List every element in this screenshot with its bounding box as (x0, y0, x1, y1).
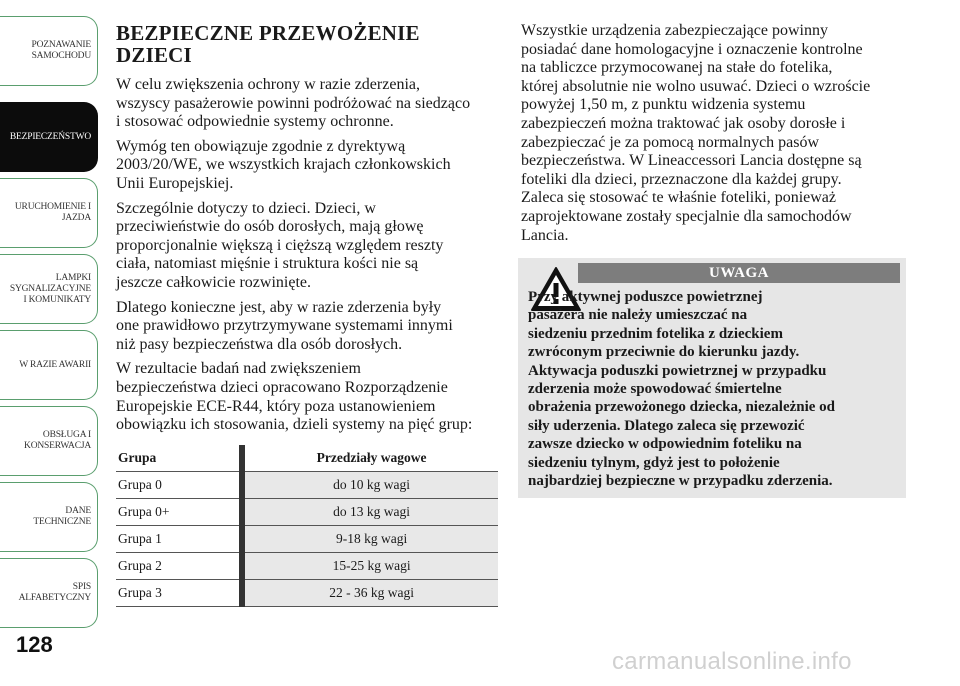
paragraph: Szczególnie dotyczy to dzieci. Dzieci, w przeciwieństwie do osób dorosłych, mają głowę proporcjonalnie większą i cięższą względem reszty ciała, natomiast mięśnie i struktura kości nie są jeszcze całkowicie rozwinięte. (116, 199, 444, 291)
weight-cell: do 10 kg wagi (245, 472, 498, 499)
table-row (116, 499, 498, 526)
right-column (521, 22, 911, 251)
section-title: BEZPIECZNE PRZEWOŻENIE DZIECI (116, 21, 420, 67)
tab-dane-techniczne[interactable]: DANE TECHNICZNE (0, 482, 98, 552)
table-row (116, 472, 498, 499)
paragraph: Wymóg ten obowiązuje zgodnie z dyrektywą 2003/20/WE, we wszystkich krajach członkowskich Unii Europejskiej. (116, 137, 451, 192)
left-column (116, 22, 501, 441)
tab-w-razie-awarii[interactable]: W RAZIE AWARII (0, 330, 98, 400)
weight-cell: do 13 kg wagi (245, 499, 498, 526)
weight-groups-table (116, 445, 498, 607)
group-cell: Grupa 0 (116, 472, 239, 499)
weight-cell: 15-25 kg wagi (245, 553, 498, 580)
group-cell: Grupa 2 (116, 553, 239, 580)
weight-cell: 22 - 36 kg wagi (245, 580, 498, 607)
weight-cell: 9-18 kg wagi (245, 526, 498, 553)
tab-spis-alfabetyczny[interactable]: SPIS ALFABETYCZNY (0, 558, 98, 628)
warning-heading: UWAGA (578, 263, 900, 283)
column-header-group: Grupa (116, 445, 239, 472)
tab-bezpieczenstwo[interactable]: BEZPIECZEŃSTWO (0, 102, 98, 172)
page-number: 128 (16, 632, 53, 657)
tab-obsluga-i-konserwacja[interactable]: OBSŁUGA I KONSERWACJA (0, 406, 98, 476)
tab-lampki-sygnalizacyjne[interactable]: LAMPKI SYGNALIZACYJNE I KOMUNIKATY (0, 254, 98, 324)
tab-poznawanie-samochodu[interactable]: POZNAWANIE SAMOCHODU (0, 16, 98, 86)
column-header-weight: Przedziały wagowe (245, 445, 498, 472)
paragraph: Wszystkie urządzenia zabezpieczające powinny posiadać dane homologacyjne i oznaczenie kontrolne na tabliczce przymocowanej na stałe do fotelika, której absolutnie nie wolno usuwać. Dzieci o wzroście powyżej 1,50 m, z punktu widzenia systemu zabezpieczeń można traktować jak osoby dorosłe i zabezpieczać je za pomocą normalnych pasów bezpieczeństwa. W Lineaccessori Lancia dostępne są foteliki dla dzieci, przeznaczone dla każdej grupy. Zaleca się stosować te właśnie foteliki, ponieważ zaprojektowane zostały specjalnie dla samochodów Lancia. (521, 22, 871, 244)
paragraph: W celu zwiększenia ochrony w razie zderzenia, wszyscy pasażerowie powinni podróżować na siedząco i stosować odpowiednie systemy ochronne. (116, 76, 471, 131)
group-cell: Grupa 1 (116, 526, 239, 553)
paragraph: Dlatego konieczne jest, aby w razie zderzenia były one prawidłowo przytrzymywane systemami innymi niż pasy bezpieczeństwa dla osób dorosłych. (116, 298, 453, 353)
warning-text: Przy aktywnej poduszce powietrznej pasażera nie należy umieszczać na siedzeniu przednim fotelika z dzieckiem zwróconym przeciwnie do kierunku jazdy. Aktywacja poduszki powietrznej w przypadku zderzenia może spowodować śmiertelne obrażenia przewożonego dziecka, niezależnie od siły uderzenia. Dlatego zaleca się przewozić zawsze dziecko w odpowiednim foteliku na siedzeniu tylnym, gdyż jest to położenie najbardziej bezpieczne w przypadku zderzenia. (528, 289, 836, 490)
paragraph: W rezultacie badań nad zwiększeniem bezpieczeństwa dzieci opracowano Rozporządzenie Europejskie ECE-R44, który poza ustanowieniem obowiązku ich stosowania, dzieli systemy na pięć grup: (116, 360, 473, 434)
warning-box (518, 258, 906, 498)
group-cell: Grupa 0+ (116, 499, 239, 526)
table-header-row (116, 445, 498, 472)
group-cell: Grupa 3 (116, 580, 239, 607)
watermark: carmanualsonline.info (612, 648, 852, 675)
table-row (116, 580, 498, 607)
table-row (116, 553, 498, 580)
table-row (116, 526, 498, 553)
tab-uruchomienie-i-jazda[interactable]: URUCHOMIENIE I JAZDA (0, 178, 98, 248)
